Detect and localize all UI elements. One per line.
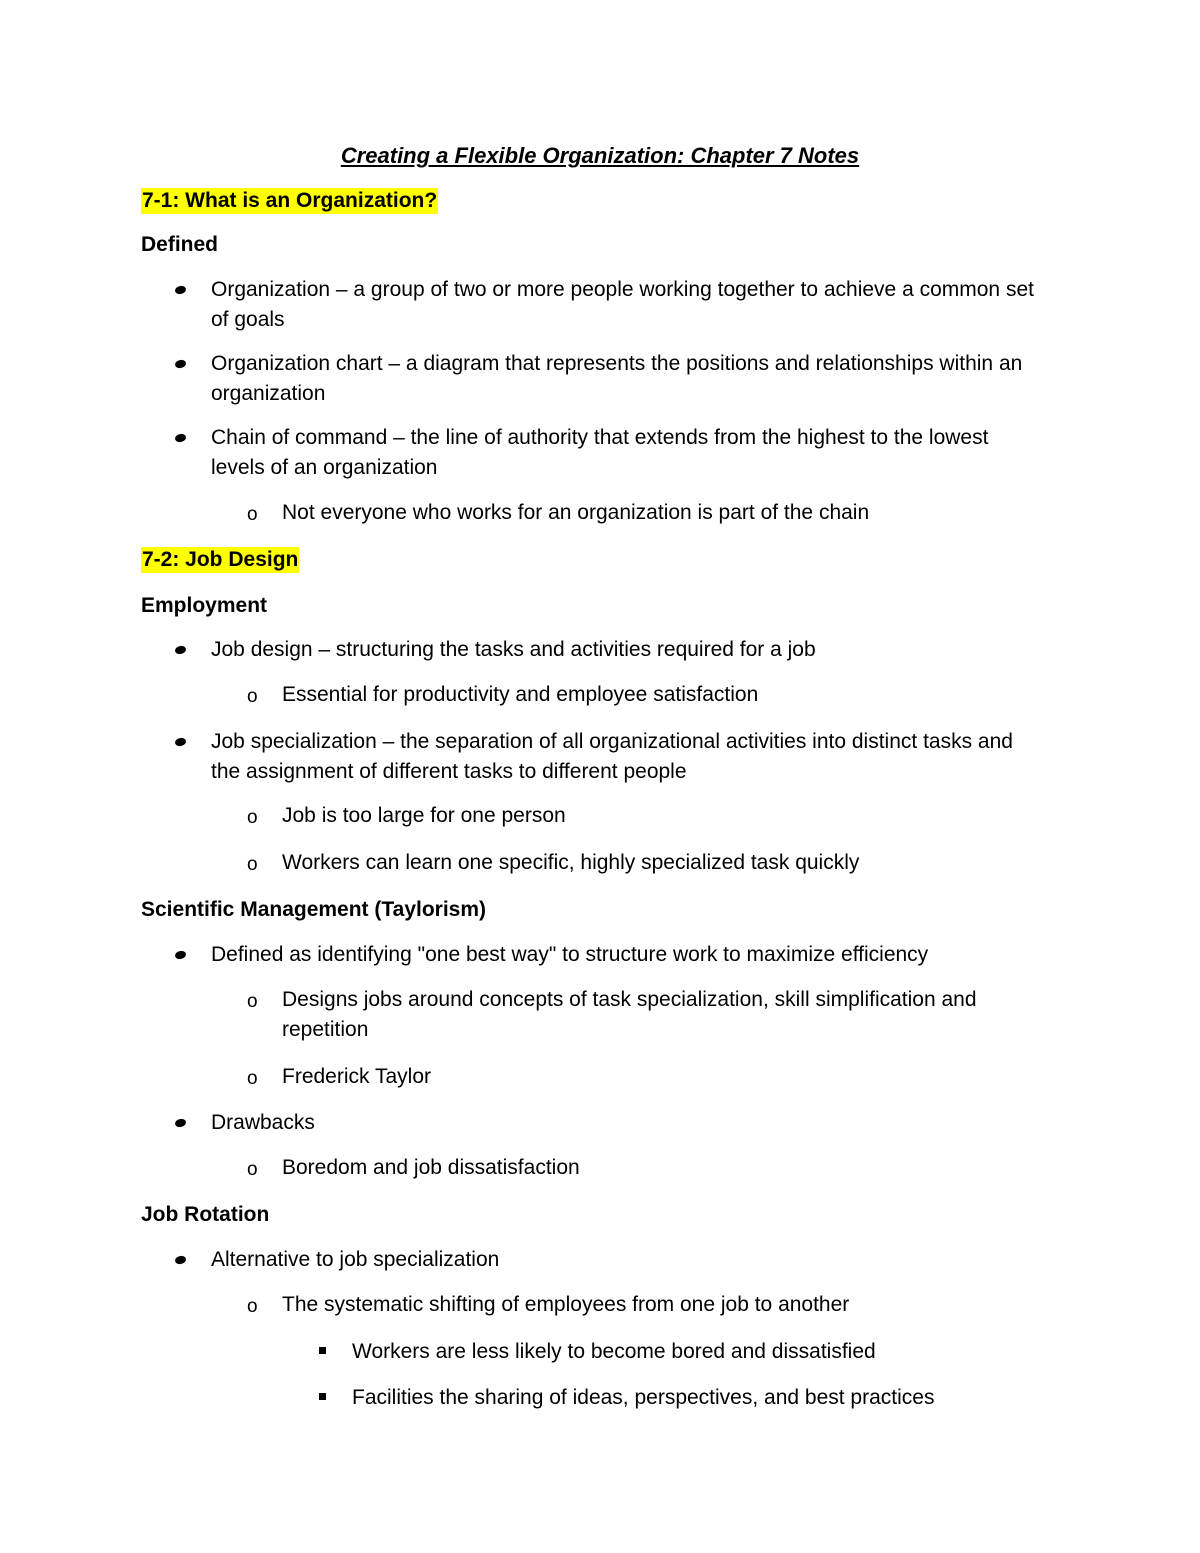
list-item: Organization – a group of two or more people working together to achieve a common set of goals bbox=[211, 278, 1034, 331]
list-item: Boredom and job dissatisfaction bbox=[282, 1156, 580, 1179]
list-item: Facilities the sharing of ideas, perspectives, and best practices bbox=[352, 1386, 935, 1409]
bullet-circle-icon: o bbox=[247, 686, 258, 707]
bullet-disc-icon bbox=[174, 737, 186, 747]
bullet-circle-icon: o bbox=[247, 1068, 258, 1089]
bullet-disc-icon bbox=[174, 1255, 186, 1265]
bullet-disc-icon bbox=[174, 1118, 186, 1128]
list-item: Essential for productivity and employee satisfaction bbox=[282, 683, 759, 706]
bullet-circle-icon: o bbox=[247, 991, 258, 1012]
list-item: Alternative to job specialization bbox=[211, 1248, 500, 1271]
list-item: Not everyone who works for an organization is part of the chain bbox=[282, 501, 870, 524]
section-heading-7-2 bbox=[141, 546, 299, 574]
list-item: Job is too large for one person bbox=[282, 804, 566, 827]
list-item: Job design – structuring the tasks and activities required for a job bbox=[211, 638, 816, 661]
section-heading-7-1 bbox=[141, 187, 438, 215]
bullet-circle-icon: o bbox=[247, 854, 258, 875]
bullet-circle-icon: o bbox=[247, 504, 258, 525]
list-item: Organization chart – a diagram that represents the positions and relationships within an organization bbox=[211, 352, 1023, 405]
square-bullet-icon bbox=[319, 1393, 326, 1400]
list-item: Job specialization – the separation of all organizational activities into distinct tasks and the assignment of different tasks to different people bbox=[211, 730, 1013, 783]
bullet-circle-icon: o bbox=[247, 807, 258, 828]
section-heading-text: 7-1: What is an Organization? bbox=[142, 189, 438, 212]
subheading-job-rotation: Job Rotation bbox=[141, 1203, 270, 1226]
bullet-disc-icon bbox=[174, 645, 186, 655]
list-item: Defined as identifying "one best way" to structure work to maximize efficiency bbox=[211, 943, 929, 966]
list-item: Drawbacks bbox=[211, 1111, 315, 1134]
subheading-scientific-management: Scientific Management (Taylorism) bbox=[141, 898, 487, 921]
list-item: Frederick Taylor bbox=[282, 1065, 431, 1088]
bullet-disc-icon bbox=[174, 359, 186, 369]
square-bullet-icon bbox=[319, 1347, 326, 1354]
list-item: Workers are less likely to become bored and dissatisfied bbox=[352, 1340, 876, 1363]
section-heading-text: 7-2: Job Design bbox=[142, 548, 299, 571]
subheading-employment: Employment bbox=[141, 594, 268, 617]
bullet-circle-icon: o bbox=[247, 1159, 258, 1180]
list-item: Workers can learn one specific, highly specialized task quickly bbox=[282, 851, 860, 874]
list-item: The systematic shifting of employees from one job to another bbox=[282, 1293, 850, 1316]
document-title: Creating a Flexible Organization: Chapter 7 Notes bbox=[340, 143, 860, 168]
list-item: Chain of command – the line of authority that extends from the highest to the lowest levels of an organization bbox=[211, 426, 989, 479]
bullet-disc-icon bbox=[174, 433, 186, 443]
list-item: Designs jobs around concepts of task specialization, skill simplification and repetition bbox=[282, 988, 977, 1041]
bullet-disc-icon bbox=[174, 950, 186, 960]
subheading-defined: Defined bbox=[141, 233, 219, 256]
bullet-disc-icon bbox=[174, 285, 186, 295]
bullet-circle-icon: o bbox=[247, 1296, 258, 1317]
